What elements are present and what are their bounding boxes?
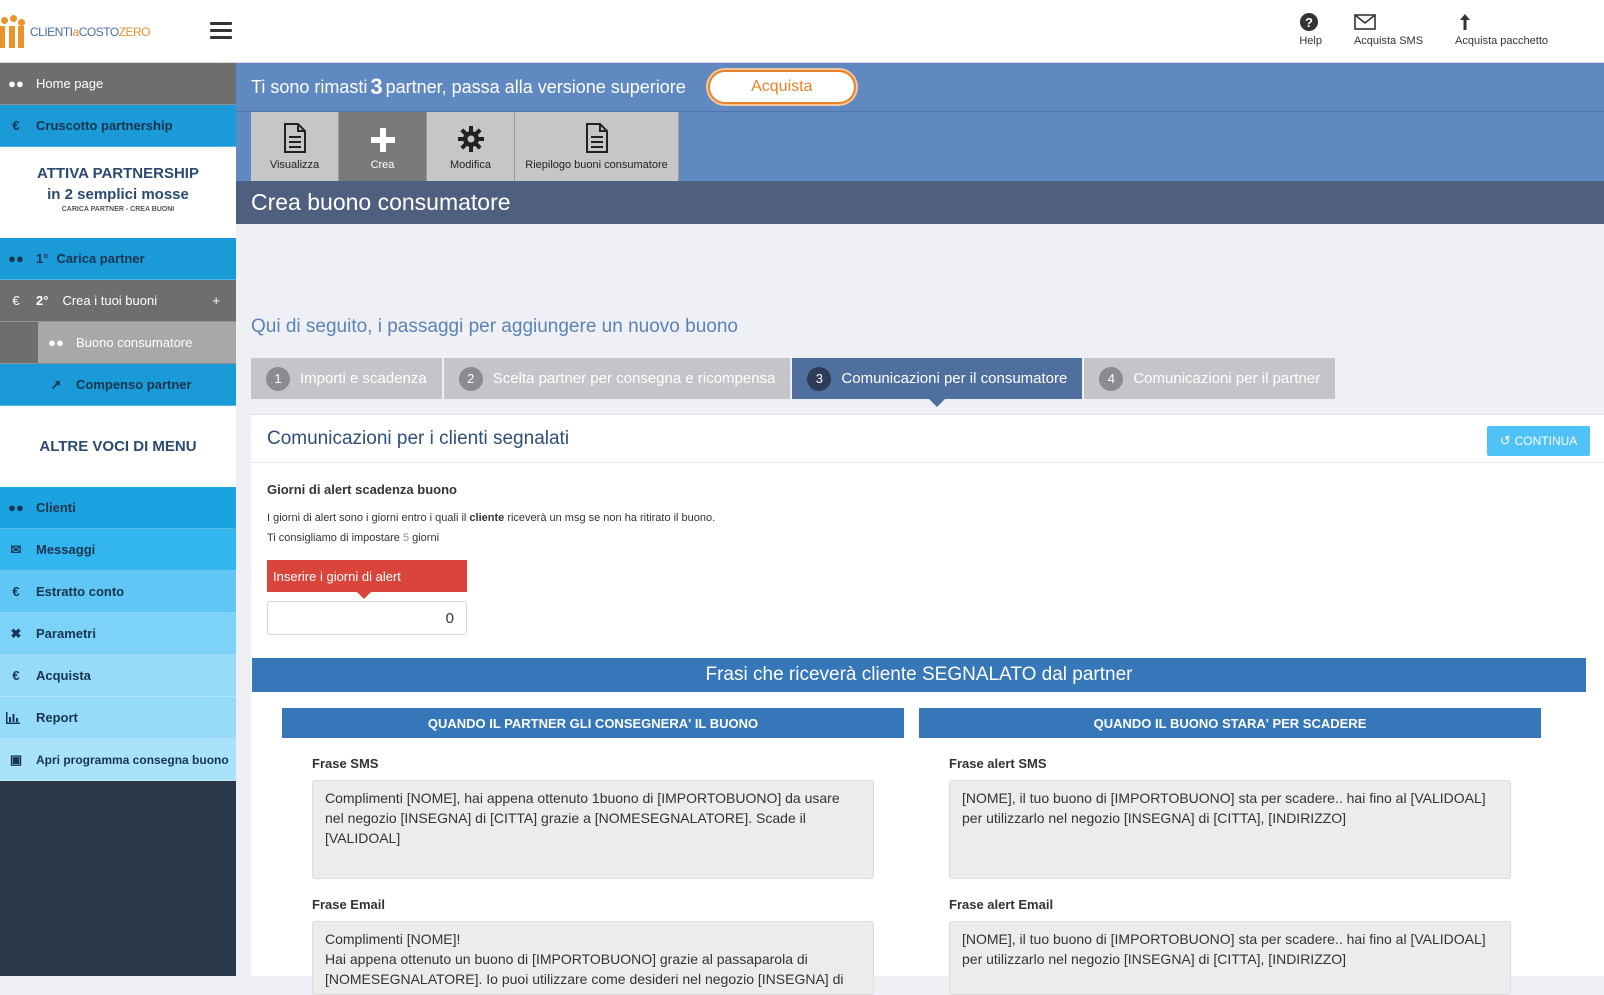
buy-package-button[interactable] (1439, 12, 1564, 47)
sidebar-item-label: Crea i tuoi buoni (62, 293, 158, 308)
sidebar-item-label: Carica partner (56, 251, 145, 266)
buy-package-label: Acquista pacchetto (1455, 35, 1548, 47)
tab-crea[interactable] (339, 112, 427, 181)
sidebar-item-label: Parametri (36, 626, 96, 641)
euro-icon: € (12, 118, 20, 133)
tab-label: Modifica (450, 159, 491, 171)
alert-days-help (267, 508, 1588, 548)
sidebar-item-crea-buoni[interactable] (0, 280, 236, 322)
alert-email-phrase-textarea[interactable]: [NOME], il tuo buono di [IMPORTOBUONO] sta per scadere.. hai fino al [VALIDOAL] per utilizzarlo nel negozio [INSEGNA] di [CITTA], [INDIRIZZO] (949, 921, 1511, 995)
sidebar-item-home[interactable] (0, 63, 236, 105)
expand-icon[interactable]: + (212, 293, 220, 308)
validation-error-tooltip: Inserire i giorni di alert (267, 560, 467, 592)
sidebar-item-label: Messaggi (36, 542, 96, 557)
sidebar-item-label: Compenso partner (76, 377, 192, 392)
sidebar-item-label: Report (36, 710, 78, 725)
euro-icon: € (12, 584, 20, 599)
hamburger-menu-icon[interactable] (210, 22, 232, 40)
gear-icon (457, 125, 485, 153)
sidebar-item-label: Clienti (36, 500, 76, 515)
euro-icon: € (12, 668, 20, 683)
sidebar-item-acquista[interactable] (0, 655, 236, 697)
step-comunicazioni-partner[interactable] (1084, 358, 1335, 399)
users-icon: ●● (8, 251, 24, 266)
phrases-section-title: Frasi che riceverà cliente SEGNALATO dal partner (252, 658, 1586, 692)
sign-in-icon: ↺ (1499, 433, 1511, 448)
sidebar-item-report[interactable] (0, 697, 236, 739)
document-icon (585, 123, 609, 153)
altre-voci-label: ALTRE VOCI DI MENU (39, 438, 197, 455)
continue-label: CONTINUA (1514, 434, 1578, 448)
panel-title: Comunicazioni per i clienti segnalati (267, 427, 570, 449)
sidebar-item-carica-partner[interactable] (0, 238, 236, 280)
sms-phrase-label: Frase SMS (312, 756, 379, 771)
continue-button[interactable] (1487, 426, 1590, 456)
attiva-title: ATTIVA PARTNERSHIP (37, 165, 199, 182)
upsell-text: Ti sono rimasti (251, 76, 368, 97)
panel-header (251, 415, 1604, 463)
step-label: Importi e scadenza (300, 370, 427, 387)
envelope-icon: ✉ (10, 541, 22, 557)
sidebar-item-cruscotto[interactable] (0, 105, 236, 147)
sidebar-item-apri-programma[interactable] (0, 739, 236, 781)
email-phrase-textarea[interactable]: Complimenti [NOME]! Hai appena ottenuto un buono di [IMPORTOBUONO] grazie al passaparola di [NOMESEGNALATORE]. Io puoi utilizzare come desideri nel negozio [INSEGNA] di (312, 921, 874, 995)
buy-sms-button[interactable] (1338, 12, 1439, 47)
users-icon: ●● (8, 500, 24, 515)
tab-modifica[interactable] (427, 112, 515, 181)
tab-riepilogo[interactable] (515, 112, 679, 181)
upsell-banner (236, 63, 1604, 112)
users-icon: ●● (8, 76, 24, 91)
column-title: QUANDO IL BUONO STARA' PER SCADERE (919, 708, 1541, 738)
partner-count: 3 (370, 74, 383, 99)
sidebar-item-label: Cruscotto partnership (36, 118, 173, 133)
page-title: Crea buono consumatore (236, 181, 1604, 224)
sidebar-item-label: Estratto conto (36, 584, 125, 599)
sidebar-item-messaggi[interactable] (0, 529, 236, 571)
euro-icon: € (12, 293, 20, 308)
logo-icon (0, 15, 24, 49)
logo[interactable] (0, 12, 150, 52)
attiva-small-text: CARICA PARTNER - CREA BUONI (61, 206, 175, 213)
sidebar-item-compenso-partner[interactable] (0, 364, 236, 406)
step-number: 2° (36, 293, 49, 308)
help-text-bold: cliente (469, 512, 505, 524)
bar-chart-icon (6, 712, 26, 724)
tools-icon: ✖ (10, 625, 22, 641)
buy-sms-label: Acquista SMS (1353, 35, 1424, 47)
tab-label: Visualizza (269, 159, 320, 171)
help-icon (1299, 12, 1322, 32)
sidebar (0, 63, 236, 976)
sidebar-item-label: Apri programma consegna buono (36, 752, 229, 767)
logo-text: CLIENTIaCOSTOZERO (30, 25, 150, 39)
email-phrase-label: Frase Email (312, 897, 385, 912)
attiva-subtitle: in 2 semplici mosse (47, 186, 189, 203)
column-title: QUANDO IL PARTNER GLI CONSEGNERA' IL BUONO (282, 708, 904, 738)
alert-days-input[interactable] (267, 601, 467, 635)
delivery-phrases-column (282, 708, 904, 995)
sidebar-item-label: Home page (36, 76, 104, 91)
sidebar-item-clienti[interactable] (0, 487, 236, 529)
alert-days-section (251, 482, 1604, 635)
help-text: Ti consigliamo di impostare (267, 532, 400, 544)
step-comunicazioni-consumatore[interactable] (792, 358, 1082, 399)
top-header (0, 0, 1604, 63)
intro-text: Qui di seguito, i passaggi per aggiungere un nuovo buono (251, 316, 738, 337)
upload-icon (1455, 12, 1548, 32)
svg-text:?: ? (1305, 15, 1314, 30)
upsell-text: partner, passa alla versione superiore (385, 76, 686, 97)
tab-label: Riepilogo buoni consumatore (525, 159, 668, 171)
toolbar (236, 112, 1604, 181)
share-icon: ↗ (50, 376, 62, 392)
sidebar-item-label: Acquista (36, 668, 91, 683)
step-number: 4 (1099, 367, 1123, 391)
sidebar-item-estratto-conto[interactable] (0, 571, 236, 613)
envelope-icon (1354, 12, 1423, 32)
step-number: 1 (266, 367, 290, 391)
attiva-partnership-box (0, 147, 236, 238)
step-label: Comunicazioni per il consumatore (841, 370, 1068, 387)
sidebar-item-parametri[interactable] (0, 613, 236, 655)
sidebar-item-buono-consumatore[interactable] (0, 322, 236, 364)
step-label: Comunicazioni per il partner (1133, 370, 1321, 387)
help-text: riceverà un msg se non ha ritirato il buono. (507, 512, 716, 524)
plus-icon (370, 127, 396, 153)
help-button[interactable] (1283, 12, 1338, 47)
tab-visualizza[interactable] (251, 112, 339, 181)
step-label: Scelta partner per consegna e ricompensa (492, 370, 776, 387)
main-content (236, 63, 1604, 987)
alert-email-phrase-label: Frase alert Email (949, 897, 1054, 912)
alert-sms-phrase-label: Frase alert SMS (949, 756, 1047, 771)
alert-sms-phrase-textarea[interactable]: [NOME], il tuo buono di [IMPORTOBUONO] sta per scadere.. hai fino al [VALIDOAL] per utilizzarlo nel negozio [INSEGNA] di [CITTA], [INDIRIZZO] (949, 780, 1511, 879)
expiry-phrases-column (919, 708, 1541, 995)
step-number: 1° (36, 251, 49, 266)
gift-icon: ▣ (9, 751, 23, 767)
help-text: I giorni di alert sono i giorni entro i quali il (267, 512, 467, 524)
sidebar-item-label: Buono consumatore (76, 335, 193, 350)
step-importi[interactable] (251, 358, 442, 399)
wizard-steps (251, 358, 1337, 399)
tab-label: Crea (370, 159, 395, 171)
alert-days-title: Giorni di alert scadenza buono (267, 482, 457, 497)
sms-phrase-textarea[interactable]: Complimenti [NOME], hai appena ottenuto 1buono di [IMPORTOBUONO] da usare nel negozio [INSEGNA] di [CITTA] grazie a [NOMESEGNALATORE]. Scade il [VALIDOAL] (312, 780, 874, 879)
step-number: 3 (807, 367, 831, 391)
step-scelta-partner[interactable] (444, 358, 791, 399)
step-number: 2 (459, 367, 483, 391)
acquista-button[interactable]: Acquista (708, 70, 856, 104)
altre-voci-heading (0, 406, 236, 487)
document-icon (283, 123, 307, 153)
communications-panel (251, 414, 1604, 987)
help-text: giorni (412, 532, 440, 544)
recommended-days: 5 (402, 532, 410, 544)
users-icon: ●● (48, 335, 64, 350)
help-label: Help (1299, 35, 1322, 47)
